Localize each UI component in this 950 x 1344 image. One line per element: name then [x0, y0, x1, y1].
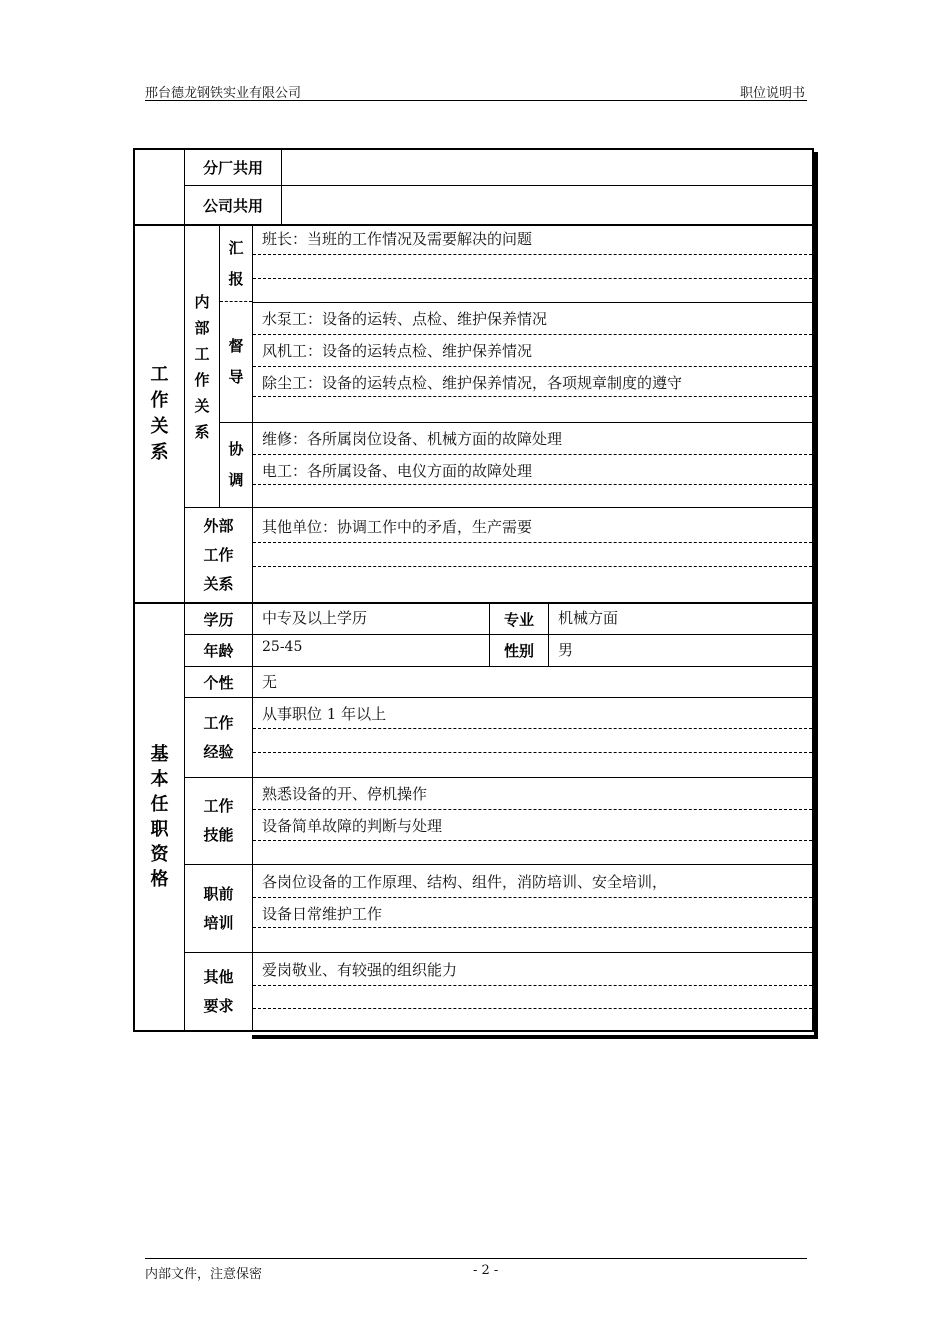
- external-relations-label: 外部 工作 关系: [203, 516, 234, 593]
- internal-external-sep: [185, 507, 813, 508]
- row-sep: [185, 666, 813, 667]
- external-line-1: 其他单位：协调工作中的矛盾，生产需要: [262, 518, 533, 536]
- skills-line-1: 熟悉设备的开、停机操作: [262, 785, 428, 803]
- age-value: 25-45: [262, 639, 303, 655]
- dashed-rule: [253, 985, 812, 986]
- education-label: 学历: [203, 610, 234, 629]
- dashed-rule: [253, 809, 812, 810]
- report-line-1: 班长：当班的工作情况及需要解决的问题: [262, 230, 533, 248]
- skills-label: 工作 技能: [203, 797, 234, 844]
- personality-label: 个性: [203, 673, 234, 692]
- supervise-line-2: 风机工：设备的运转点检、维护保养情况: [262, 342, 533, 360]
- header-company: 邢台德龙钢铁实业有限公司: [145, 86, 302, 101]
- supervise-label: 督 导: [228, 337, 244, 386]
- dashed-rule: [253, 254, 812, 255]
- report-label: 汇 报: [228, 238, 244, 288]
- other-requirements-label: 其他 要求: [203, 967, 234, 1015]
- dashed-rule: [253, 840, 812, 841]
- dashed-rule: [253, 728, 812, 729]
- header-doc-type: 职位说明书: [739, 86, 805, 101]
- supervise-line-3: 除尘工：设备的运转点检、维护保养情况，各项规章制度的遵守: [262, 374, 683, 392]
- col-sep-2-middle: [252, 225, 253, 519]
- experience-line-1: 从事职位 1 年以上: [262, 705, 387, 723]
- gender-value: 男: [558, 641, 574, 659]
- table-shadow-right: [814, 152, 818, 1039]
- major-value: 机械方面: [558, 609, 619, 627]
- dashed-rule: [253, 334, 812, 335]
- page-number: - 2 -: [473, 1263, 499, 1278]
- branch-shared-value: [282, 150, 812, 185]
- dashed-rule: [253, 278, 812, 279]
- coordinate-line-1: 维修：各所属岗位设备、机械方面的故障处理: [262, 430, 563, 448]
- dashed-rule: [253, 396, 812, 397]
- internal-relations-label: 内 部 工 作 关 系: [194, 292, 210, 441]
- row-sep: [185, 697, 813, 698]
- dashed-rule: [253, 927, 812, 928]
- dashed-rule: [253, 366, 812, 367]
- training-label: 职前 培训: [203, 884, 234, 932]
- footer-rule: [145, 1258, 807, 1259]
- dashed-rule: [253, 542, 812, 543]
- dashed-rule: [253, 484, 812, 485]
- coordinate-line-2: 电工：各所属设备、电仪方面的故障处理: [262, 462, 533, 480]
- dashed-rule: [253, 752, 812, 753]
- dashed-rule: [253, 897, 812, 898]
- row-sep: [185, 952, 813, 953]
- dashed-rule: [253, 454, 812, 455]
- row-sep: [185, 777, 813, 778]
- work-relations-section-label: 工 作 关 系: [150, 364, 169, 463]
- supervise-line-1: 水泵工：设备的运转、点检、维护保养情况: [262, 310, 548, 328]
- qualifications-section-label: 基 本 任 职 资 格: [150, 744, 169, 890]
- gender-label: 性别: [503, 642, 534, 660]
- other-line-1: 爱岗敬业、有较强的组织能力: [262, 961, 458, 979]
- skills-line-2: 设备简单故障的判断与处理: [262, 817, 443, 835]
- dashed-rule: [253, 566, 812, 567]
- training-line-1: 各岗位设备的工作原理、结构、组件，消防培训、安全培训，: [262, 873, 668, 891]
- education-value: 中专及以上学历: [262, 609, 368, 627]
- branch-shared-label: 分厂共用: [202, 159, 263, 177]
- company-shared-label: 公司共用: [202, 196, 263, 215]
- personality-value: 无: [262, 673, 278, 691]
- footer-note: 内部文件，注意保密: [145, 1267, 263, 1282]
- header-rule: [145, 100, 807, 101]
- supervise-coordinate-sep: [220, 422, 813, 423]
- training-line-2: 设备日常维护工作: [262, 905, 383, 923]
- company-shared-value: [282, 186, 812, 224]
- coordinate-label: 协 调: [228, 440, 244, 489]
- table-bottom-border: [133, 1030, 814, 1032]
- dashed-rule: [253, 1008, 812, 1009]
- job-description-table: [133, 148, 814, 1032]
- col-sep-2-lower: [252, 518, 253, 1032]
- report-supervise-sep: [253, 302, 813, 303]
- experience-label: 工作 经验: [203, 713, 234, 761]
- row-sep: [185, 864, 813, 865]
- age-label: 年龄: [203, 642, 234, 660]
- table-shadow-bottom: [252, 1035, 818, 1039]
- dashed-rule: [220, 301, 252, 302]
- major-label: 专业: [503, 610, 534, 629]
